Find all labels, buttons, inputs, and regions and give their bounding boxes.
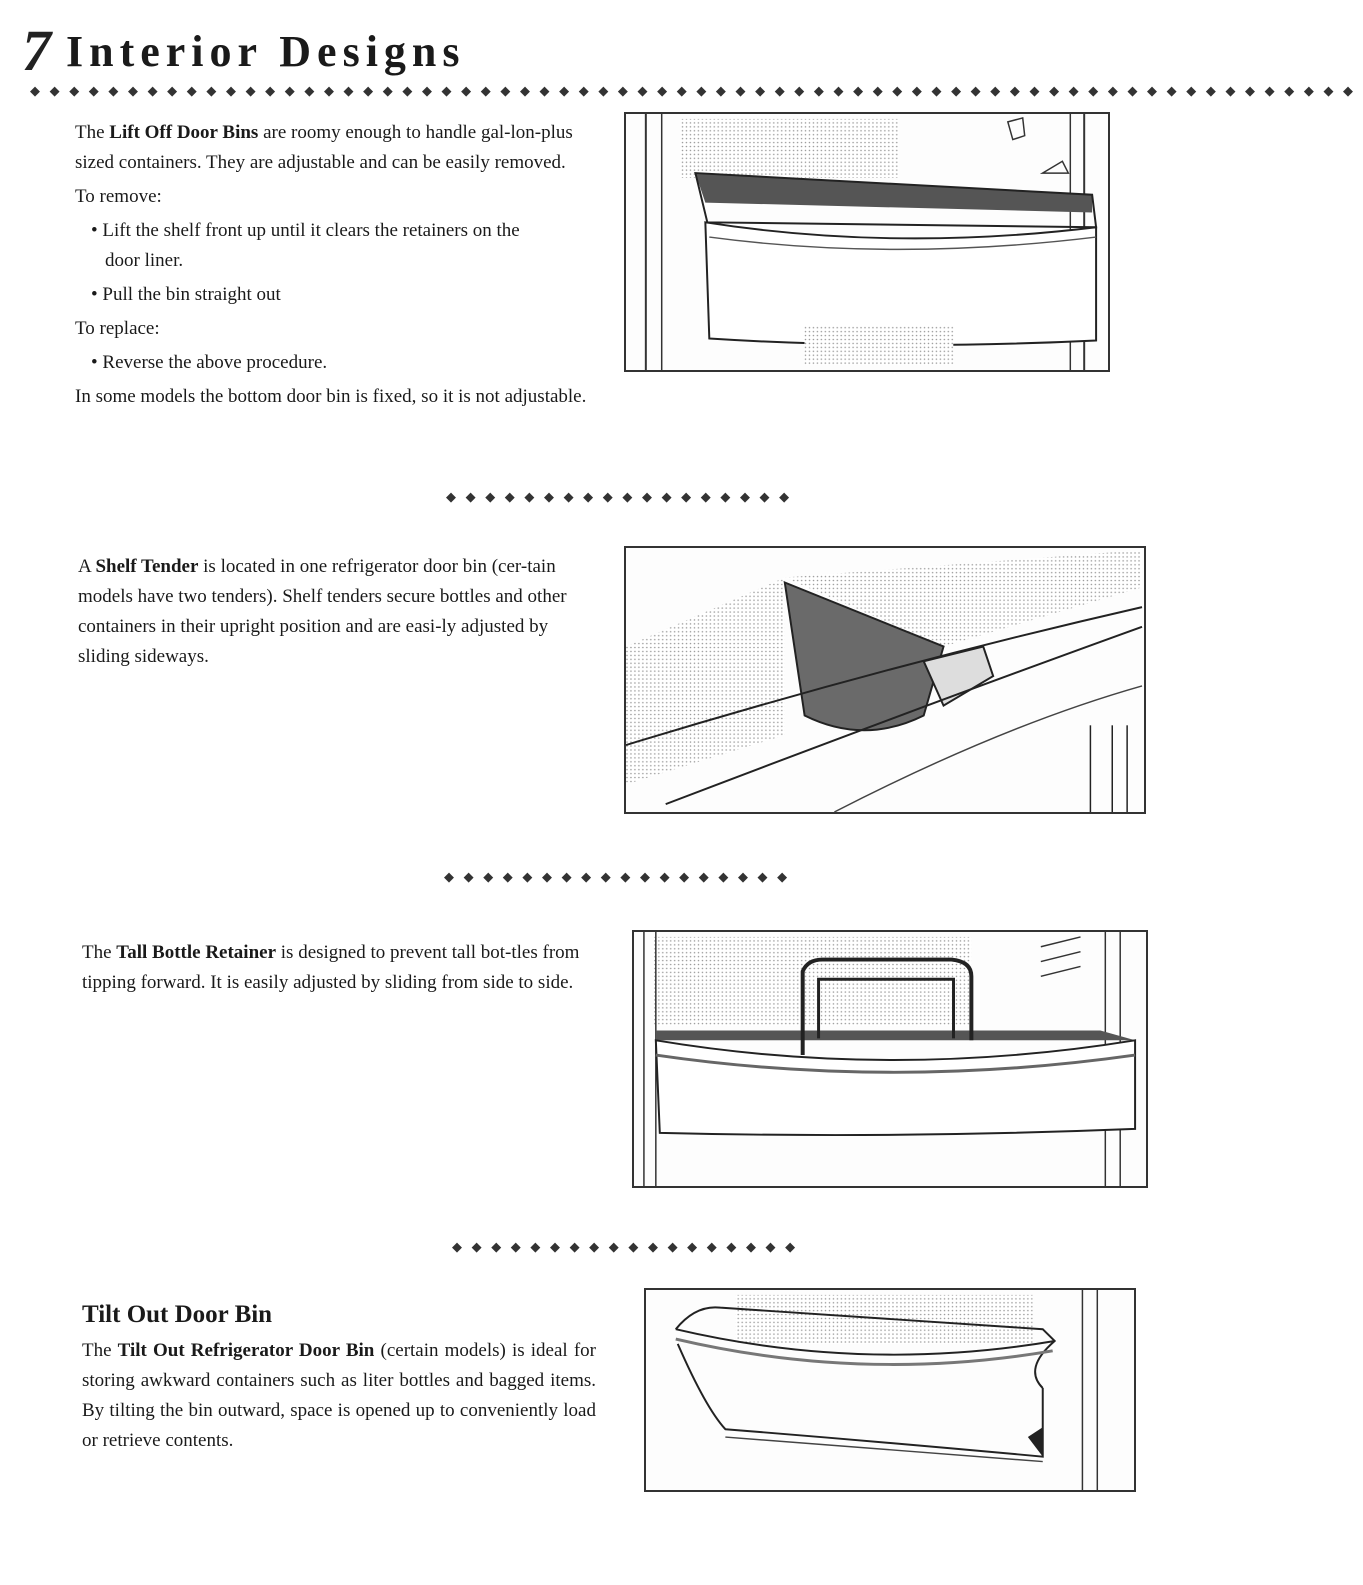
shelf-tender-section bbox=[78, 552, 588, 676]
page-title: Interior Designs bbox=[66, 27, 466, 76]
tall-bottle-text: The Tall Bottle Retainer is designed to prevent tall bot-tles from tipping forward. It is easily adjusted by sliding from side to side. bbox=[82, 942, 580, 993]
shelf-tender-drawing bbox=[626, 548, 1144, 812]
separator-3: ◆◆◆◆◆◆◆◆◆◆◆◆◆◆◆◆◆◆ bbox=[452, 1239, 805, 1254]
lift-off-bin-illustration bbox=[624, 112, 1110, 372]
lift-off-term: Lift Off Door Bins bbox=[109, 122, 259, 143]
tall-bottle-drawing bbox=[634, 932, 1146, 1186]
tilt-out-bin-illustration bbox=[644, 1288, 1136, 1492]
shelf-tender-text: A Shelf Tender is located in one refrigerator door bin (cer-tain models have two tenders). Shelf tenders secure bottles and other containers in their upright position and are easi-ly adjusted by sliding sideways. bbox=[78, 556, 567, 667]
remove-step-1: • Lift the shelf front up until it clears the retainers on the bbox=[91, 220, 520, 241]
lift-off-intro: The Lift Off Door Bins are roomy enough to handle gal-lon-plus sized containers. They are adjustable and can be easily removed. bbox=[75, 122, 573, 173]
shelf-tender-illustration bbox=[624, 546, 1146, 814]
separator-2: ◆◆◆◆◆◆◆◆◆◆◆◆◆◆◆◆◆◆ bbox=[444, 869, 797, 884]
shelf-tender-term: Shelf Tender bbox=[95, 556, 199, 577]
tilt-out-drawing bbox=[646, 1290, 1134, 1490]
remove-step-2: • Pull the bin straight out bbox=[91, 284, 281, 305]
separator-1: ◆◆◆◆◆◆◆◆◆◆◆◆◆◆◆◆◆◆ bbox=[446, 489, 799, 504]
tilt-out-text: The Tilt Out Refrigerator Door Bin (certain models) is ideal for storing awkward containers such as liter bottles and bagged items. By tilting the bin outward, space is opened up to conveniently load or retrieve contents. bbox=[82, 1340, 596, 1451]
fixed-bin-note: In some models the bottom door bin is fixed, so it is not adjustable. bbox=[75, 386, 587, 407]
tilt-out-heading: Tilt Out Door Bin bbox=[82, 1301, 273, 1328]
remove-label: To remove: bbox=[75, 186, 162, 207]
lift-off-section bbox=[75, 118, 587, 416]
page-number: 7 bbox=[22, 18, 51, 83]
lift-off-bin-drawing bbox=[626, 114, 1108, 370]
tilt-out-term: Tilt Out Refrigerator Door Bin bbox=[117, 1340, 375, 1361]
tilt-out-section bbox=[82, 1300, 596, 1460]
tall-bottle-term: Tall Bottle Retainer bbox=[116, 942, 277, 963]
header-dot-rule: ◆◆◆◆◆◆◆◆◆◆◆◆◆◆◆◆◆◆◆◆◆◆◆◆◆◆◆◆◆◆◆◆◆◆◆◆◆◆◆◆◆◆◆◆◆◆◆◆◆◆◆◆◆◆◆◆◆◆◆◆◆◆◆◆◆◆◆◆ bbox=[30, 83, 1363, 98]
tall-bottle-section bbox=[82, 938, 588, 1002]
remove-step-1-cont: door liner. bbox=[105, 250, 184, 271]
tall-bottle-retainer-illustration bbox=[632, 930, 1148, 1188]
replace-label: To replace: bbox=[75, 318, 160, 339]
replace-step-1: • Reverse the above procedure. bbox=[91, 352, 328, 373]
